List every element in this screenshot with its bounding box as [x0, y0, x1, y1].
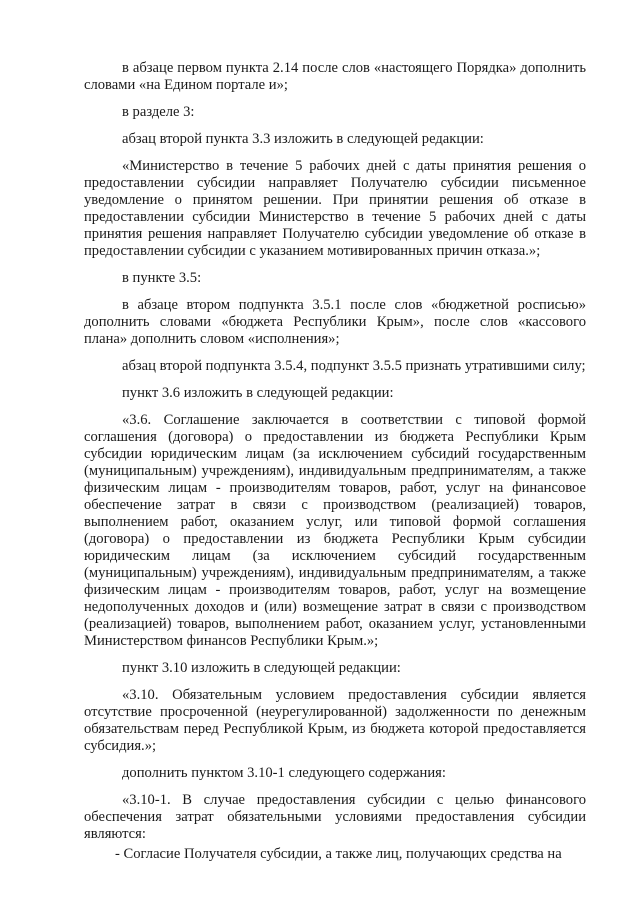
paragraph-consent-item: - Согласие Получателя субсидии, а также лиц, получающих средства на: [115, 846, 562, 862]
paragraph-3-10-1-intro: дополнить пунктом 3.10-1 следующего содержания:: [122, 765, 446, 781]
paragraph-3-10-text: «3.10. Обязательным условием предоставления субсидии является отсутствие просроченной (неурегулированной) задолженности по денежным обязательствам перед Республикой Крым, из бюджета которой предоставляется субсидия.»;: [84, 687, 586, 754]
paragraph-3-6-text: «3.6. Соглашение заключается в соответствии с типовой формой соглашения (договора) о предоставлении из бюджета Республики Крым субсидии юридическим лицам (за исключением субсидий государственным (муниципальным) учреждениям), индивидуальным предпринимателям, а также физическим лицам - производителям товаров, работ, услуг на финансовое обеспечение затрат в связи с производством (реализацией) товаров, выполнением работ, оказанием услуг, или типовой формой соглашения (договора) о предоставлении из бюджета Республики Крым субсидии юридическим лицам (за исключением субсидий государственным (муниципальным) учреждениям), индивидуальным предпринимателям, а также физическим лицам - производителям товаров, работ, услуг на возмещение недополученных доходов и (или) возмещение затрат в связи с производством (реализацией) товаров, выполнением работ, оказанием услуг, установленными Министерством финансов Республики Крым.»;: [84, 412, 586, 649]
paragraph-2-14: в абзаце первом пункта 2.14 после слов «настоящего Порядка» дополнить словами «на Едином портале и»;: [84, 60, 586, 93]
paragraph-3-10-1-text: «3.10-1. В случае предоставления субсидии с целью финансового обеспечения затрат обязательными условиями предоставления субсидии являются:: [84, 792, 586, 842]
paragraph-3-6-intro: пункт 3.6 изложить в следующей редакции:: [122, 385, 394, 401]
paragraph-section-3: в разделе 3:: [122, 104, 195, 120]
paragraph-3-3-text: «Министерство в течение 5 рабочих дней с даты принятия решения о предоставлении субсидии направляет Получателю субсидии письменное уведомление о принятом решении. При принятии решения об отказе в предоставлении субсидии Министерство в течение 5 рабочих дней с даты принятия решения направляет Получателю субсидии уведомление об отказе в предоставлении субсидии с указанием мотивированных причин отказа.»;: [84, 158, 586, 259]
paragraph-3-10-intro: пункт 3.10 изложить в следующей редакции:: [122, 660, 401, 676]
document-page: [84, 60, 586, 863]
paragraph-3-5-4: абзац второй подпункта 3.5.4, подпункт 3.5.5 признать утратившими силу;: [122, 358, 586, 374]
paragraph-3-3-intro: абзац второй пункта 3.3 изложить в следующей редакции:: [122, 131, 484, 147]
paragraph-3-5-intro: в пункте 3.5:: [122, 270, 202, 286]
paragraph-3-5-1: в абзаце втором подпункта 3.5.1 после слов «бюджетной росписью» дополнить словами «бюджета Республики Крым», после слов «кассового плана» дополнить словом «исполнения»;: [84, 297, 586, 347]
